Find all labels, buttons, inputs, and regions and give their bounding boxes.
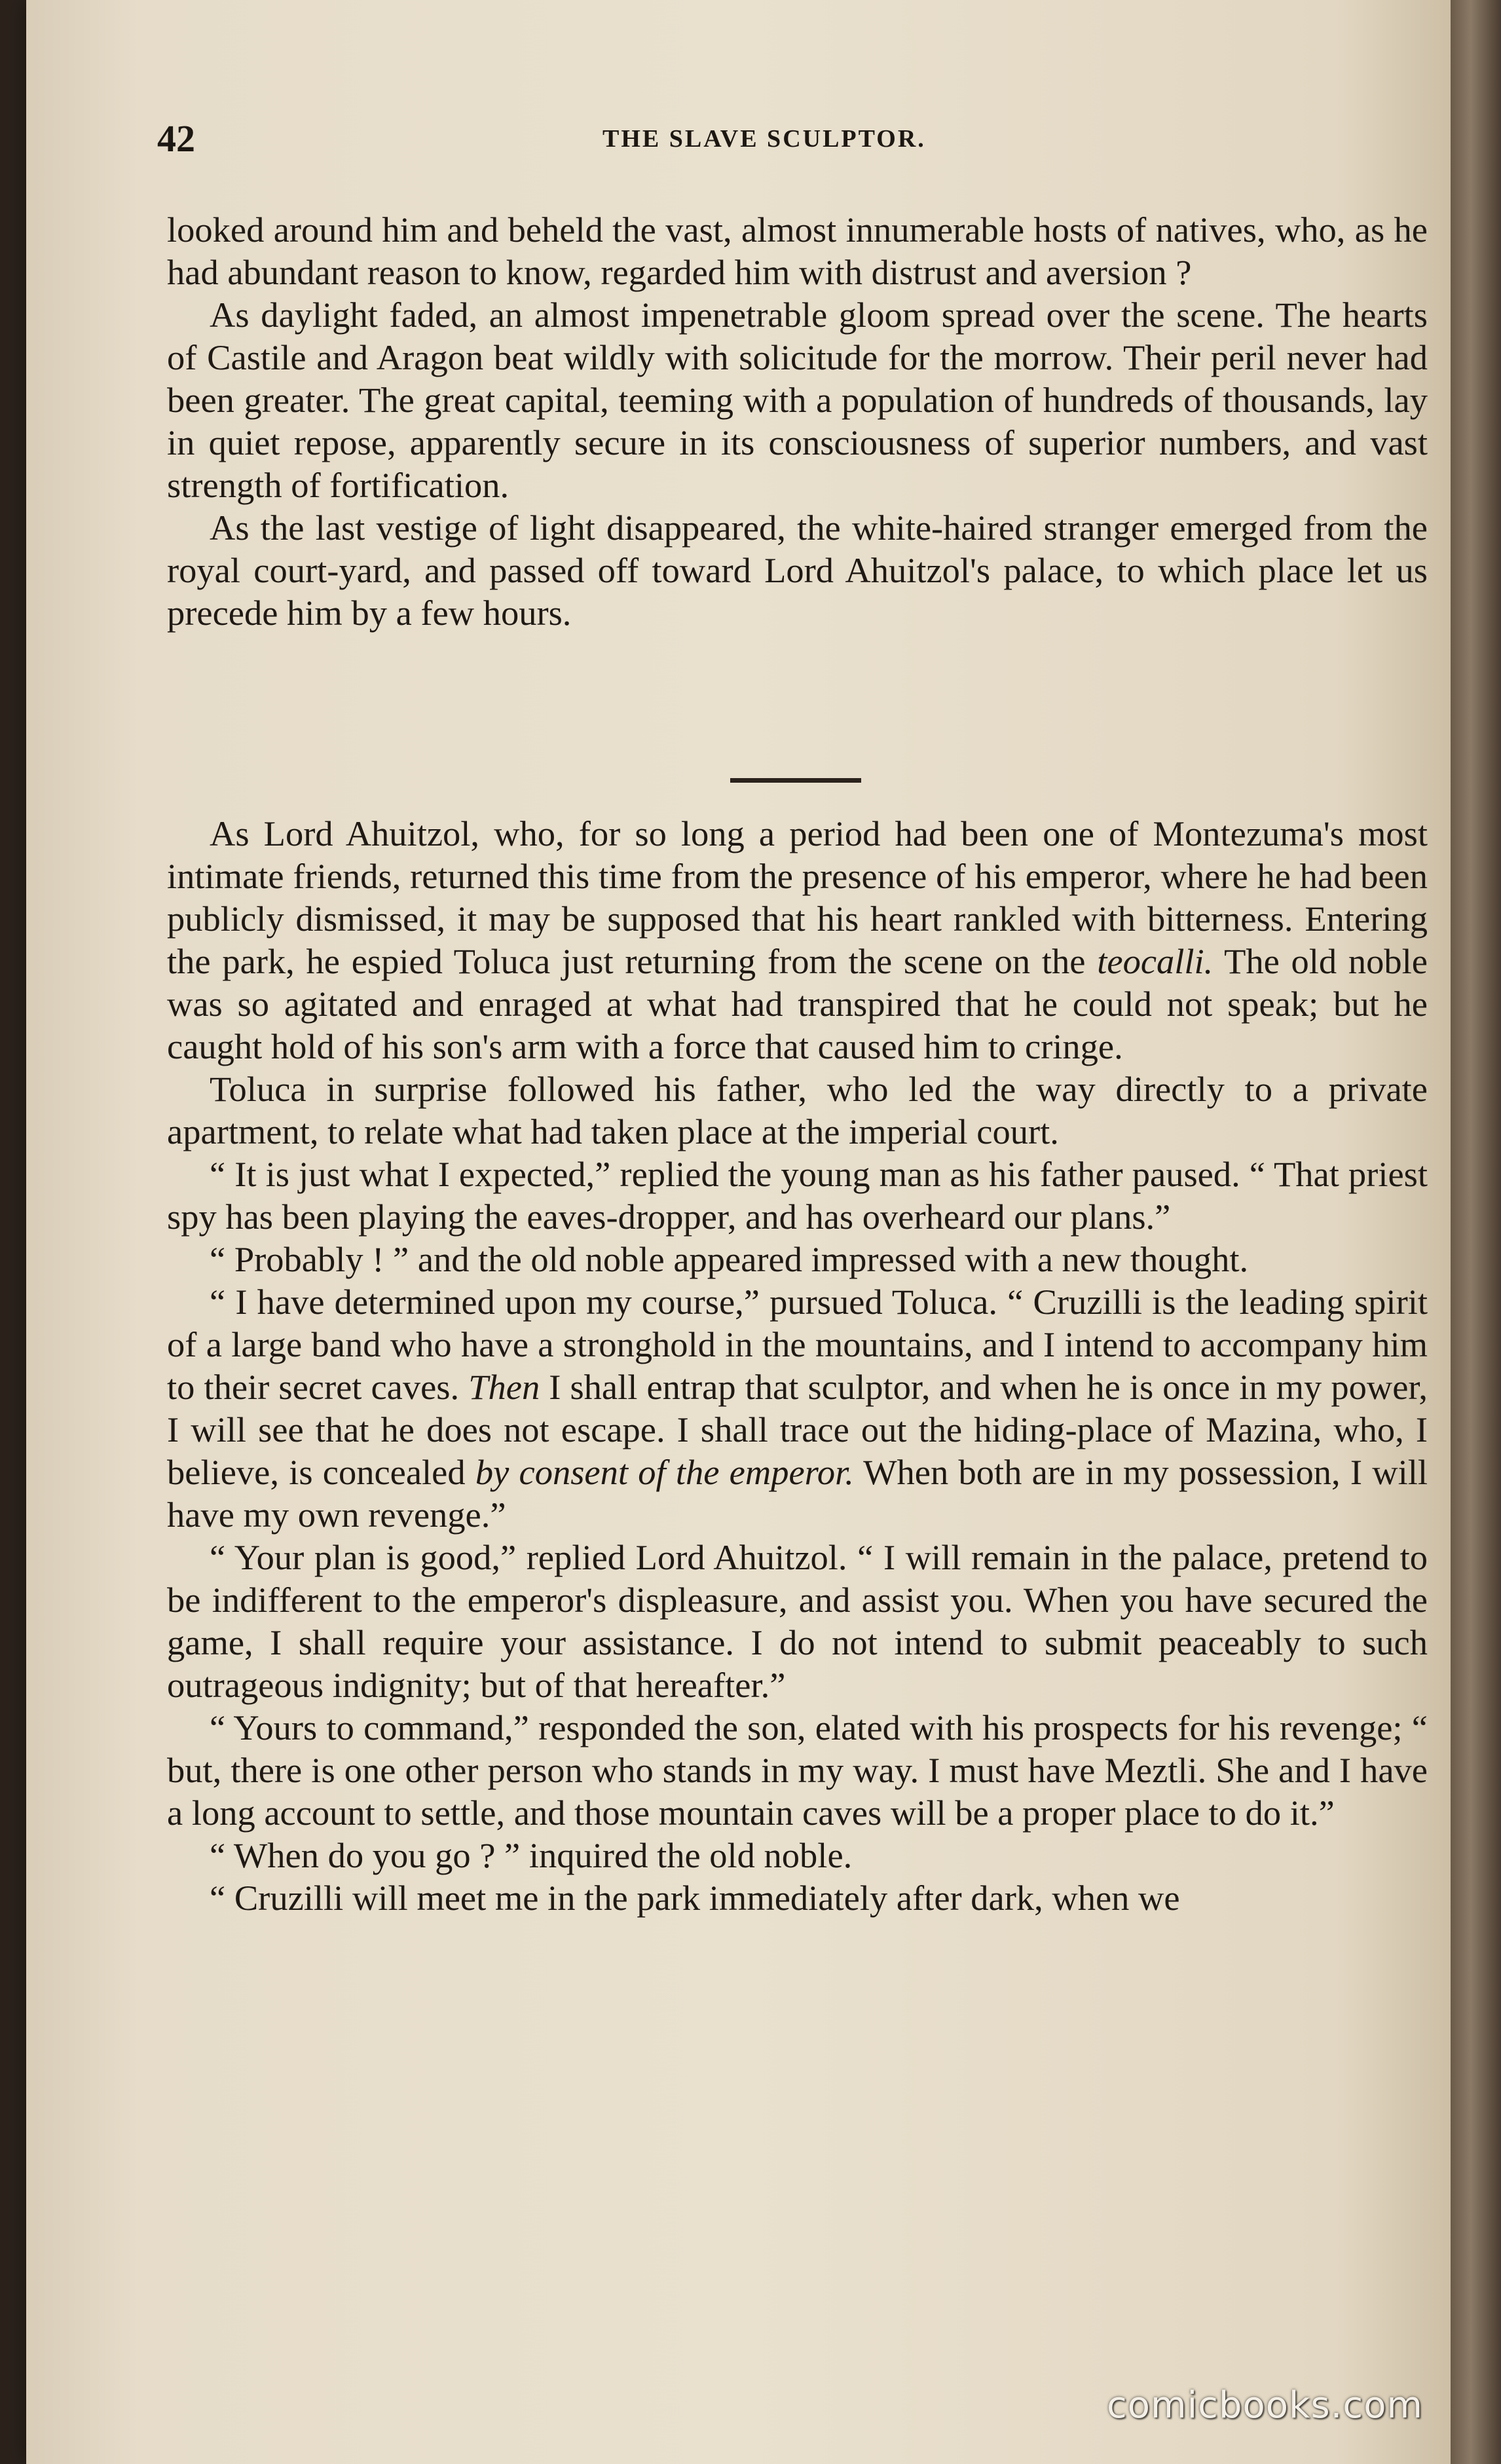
watermark: comicbooks.com	[1107, 2384, 1424, 2427]
text-run: As Lord Ahuitzol, who, for so long a period had been one of Montezuma's most intimate friends, returned this time from the presence of his emperor, where he had been publicly dismissed, it may be supposed that his heart rankled with bitterness. Entering the park, he espied Toluca just returning from the scene on the	[167, 813, 1428, 981]
paragraph: looked around him and beheld the vast, almost innumerable hosts of natives, who, as he had abundant reason to know, regarded him with distrust and aversion ?	[167, 210, 1428, 292]
text-run: I shall entrap that sculptor, and when he is once in my power, I will see that he does not escape. I shall trace out the hiding-place of Mazina, who, I believe, is concealed	[167, 1367, 1428, 1492]
section-b-text	[167, 812, 1428, 1919]
text-run: The old noble was so agitated and enraged at what had transpired that he could not speak; but he caught hold of his son's arm with a force that caused him to cringe.	[167, 941, 1428, 1066]
paragraph	[167, 1280, 1428, 1536]
italic-text: by consent of the emperor.	[475, 1452, 854, 1492]
running-title: THE SLAVE SCULPTOR.	[602, 125, 926, 153]
paragraph: “ Yours to command,” responded the son, elated with his prospects for his revenge; “ but, there is one other person who stands in my way. I must have Meztli. She and I have a long account to settle, and those mountain caves will be a proper place to do it.”	[167, 1708, 1428, 1833]
paragraph: Toluca in surprise followed his father, who led the way directly to a private apartment, to relate what had taken place at the imperial court.	[167, 1069, 1428, 1151]
section-divider	[730, 778, 861, 783]
page-edge	[1451, 0, 1501, 2464]
paragraph: “ It is just what I expected,” replied the young man as his father paused. “ That priest spy has been playing the eaves-dropper, and has overheard our plans.”	[167, 1154, 1428, 1237]
text-run: “ I have determined upon my course,” pursued Toluca. “ Cruzilli is the leading spirit of a large band who have a stronghold in the mountains, and I intend to accompany him to their secret caves.	[167, 1282, 1428, 1407]
paragraph: As daylight faded, an almost impenetrable gloom spread over the scene. The hearts of Castile and Aragon beat wildly with solicitude for the morrow. Their peril never had been greater. The great capital, teeming with a population of hundreds of thousands, lay in quiet repose, apparently secure in its consciousness of superior numbers, and vast strength of fortification.	[167, 295, 1428, 505]
italic-text: teocalli.	[1097, 941, 1214, 981]
paragraph: “ Your plan is good,” replied Lord Ahuitzol. “ I will remain in the palace, pretend to be indifferent to the emperor's displeasure, and assist you. When you have secured the game, I shall require your assistance. I do not intend to submit peaceably to such outrageous indignity; but of that hereafter.”	[167, 1537, 1428, 1705]
section-a-text	[167, 208, 1428, 634]
italic-text: Then	[468, 1367, 540, 1407]
page-header	[131, 117, 1434, 162]
text-run: When both are in my possession, I will have my own revenge.”	[167, 1452, 1428, 1535]
page-number: 42	[157, 117, 195, 160]
paragraph	[167, 812, 1428, 1068]
paragraph: As the last vestige of light disappeared, the white-haired stranger emerged from the royal court-yard, and passed off toward Lord Ahuitzol's palace, to which place let us precede him by a few hours.	[167, 508, 1428, 633]
paragraph: “ Probably ! ” and the old noble appeared impressed with a new thought.	[210, 1239, 1249, 1279]
paragraph: “ When do you go ? ” inquired the old noble.	[210, 1835, 853, 1875]
paragraph: “ Cruzilli will meet me in the park immediately after dark, when we	[210, 1878, 1180, 1918]
